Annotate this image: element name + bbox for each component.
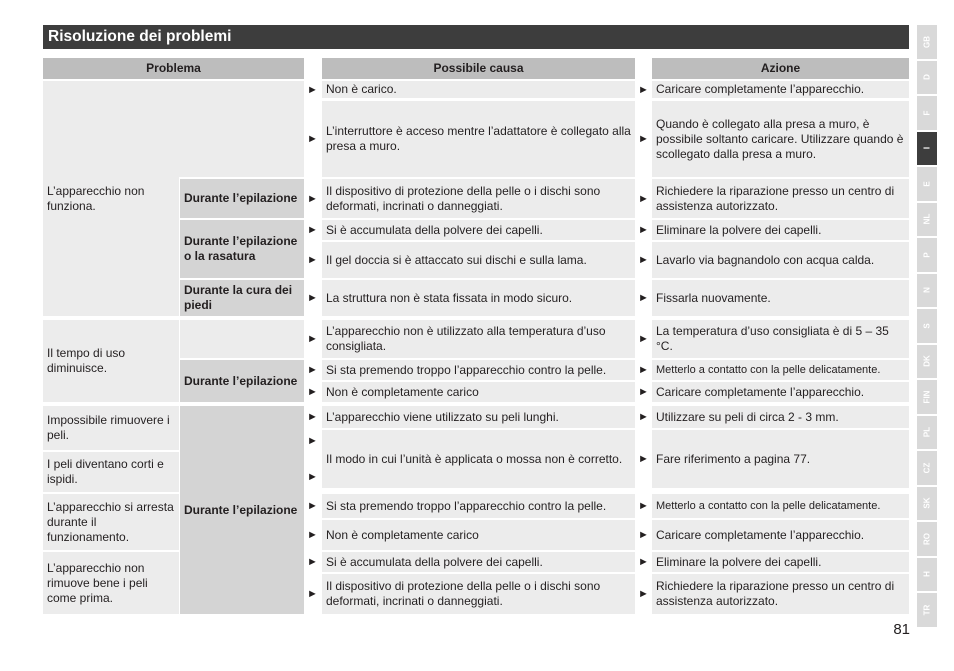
cause-cell [322, 81, 635, 98]
action-arrow-icon: ► [638, 364, 649, 376]
cause-cell [322, 220, 635, 240]
page-number: 81 [893, 621, 910, 638]
action-text: Metterlo a contatto con la pelle delicatamente. [656, 363, 881, 376]
cause-cell [322, 552, 635, 572]
cause-cell [322, 382, 635, 402]
cause-arrow-icon: ► [307, 192, 318, 205]
action-text: Lavarlo via bagnandolo con acqua calda. [656, 252, 875, 267]
cause-cell [322, 406, 635, 428]
action-text: Fare riferimento a pagina 77. [656, 451, 811, 466]
cause-arrow-icon: ► [307, 83, 318, 96]
cause-cell [322, 101, 635, 177]
action-arrow-icon: ► [638, 588, 649, 600]
cause-cell [322, 360, 635, 380]
action-cell [652, 406, 909, 428]
problem-not-removing: L’apparecchio non rimuove bene i peli come prima. [43, 552, 179, 614]
language-tab-label: TR [922, 604, 932, 616]
cause-text: L’interruttore è acceso mentre l’adattatore è collegato alla presa a muro. [326, 124, 631, 153]
cause-arrow-icon: ► [307, 556, 318, 568]
language-tab-label: DK [922, 355, 932, 368]
problem-cond-empty [180, 81, 304, 177]
action-text: Caricare completamente l’apparecchio. [656, 384, 865, 399]
language-tab-label: FIN [922, 390, 932, 404]
cause-arrow-icon: ► [307, 333, 318, 345]
cause-cell [322, 320, 635, 358]
cause-arrow-icon: ► [307, 588, 318, 600]
action-cell [652, 242, 909, 278]
language-tab-f[interactable] [917, 96, 937, 130]
header-problem: Problema [43, 58, 304, 79]
cause-cell [322, 430, 635, 488]
language-tab-label: F [922, 110, 932, 116]
action-arrow-icon: ► [638, 292, 649, 304]
cause-cell [322, 242, 635, 278]
action-cell [652, 81, 909, 98]
language-tab-label: P [922, 252, 932, 258]
cause-text: Non è carico. [326, 82, 397, 96]
action-text: Eliminare la polvere dei capelli. [656, 222, 822, 237]
action-cell [652, 179, 909, 218]
problem-usage-time [43, 320, 179, 402]
language-tab-label: GB [922, 35, 932, 48]
language-tab-n[interactable] [917, 274, 937, 308]
cause-arrow-icon: ► [307, 411, 318, 423]
action-cell [652, 520, 909, 550]
action-text: Richiedere la riparazione presso un centro di assistenza autorizzato. [656, 183, 895, 213]
language-tab-label: D [922, 74, 932, 81]
action-text: Fissarla nuovamente. [656, 290, 771, 305]
language-tab-gb[interactable] [917, 25, 937, 59]
cause-cell [322, 280, 635, 316]
language-tab-label: N [922, 287, 932, 294]
language-tab-e[interactable] [917, 167, 937, 201]
action-cell [652, 494, 909, 518]
cause-cell [322, 179, 635, 218]
cause-cell [322, 574, 635, 614]
action-cell [652, 280, 909, 316]
condition-epilation: Durante l’epilazione [180, 179, 304, 218]
problem-usage-time-text: Il tempo di uso diminuisce. [47, 346, 126, 375]
language-tab-label: RO [922, 532, 932, 545]
language-tab-label: I [922, 147, 932, 150]
action-arrow-icon: ► [638, 83, 649, 96]
action-arrow-icon: ► [638, 224, 649, 236]
problem-not-working-cell [43, 81, 179, 316]
cause-arrow-icon: ► [307, 254, 318, 266]
condition-epilation-2: Durante l’epilazione [180, 360, 304, 402]
action-arrow-icon: ► [638, 529, 649, 541]
cause-arrow-icon: ► [307, 500, 318, 512]
cause-arrow-icon: ► [307, 386, 318, 398]
action-arrow-icon: ► [638, 453, 649, 465]
cause-text: Si sta premendo troppo l’apparecchio contro la pelle. [326, 362, 607, 377]
language-tab-nl[interactable] [917, 203, 937, 237]
action-arrow-icon: ► [638, 333, 649, 345]
header-cause: Possibile causa [322, 58, 635, 79]
cause-arrow-icon: ► [307, 435, 318, 447]
cause-text: Si è accumulata della polvere dei capelli. [326, 554, 543, 569]
cause-arrow-icon: ► [307, 471, 318, 483]
header-action: Azione [652, 58, 909, 79]
cause-arrow-icon: ► [307, 224, 318, 236]
action-arrow-icon: ► [638, 192, 649, 205]
condition-epilation-3: Durante l’epilazione [180, 406, 304, 614]
action-cell [652, 574, 909, 614]
cause-arrow-icon: ► [307, 292, 318, 304]
action-text: Richiedere la riparazione presso un centro di assistenza autorizzato. [656, 579, 895, 608]
language-tab-pl[interactable] [917, 416, 937, 450]
language-tab-h[interactable] [917, 558, 937, 592]
action-cell [652, 382, 909, 402]
language-tab-label: SK [922, 497, 932, 509]
cause-arrow-icon: ► [307, 529, 318, 541]
cause-text: L’apparecchio non è utilizzato alla temperatura d’uso consigliata. [326, 324, 606, 353]
language-tab-label: NL [922, 213, 932, 225]
problem-not-working-text: L’apparecchio non funziona. [47, 183, 145, 213]
language-tab-label: H [922, 571, 932, 578]
cause-text: Il dispositivo di protezione della pelle o i dischi sono deformati, incrinati o danneggiati. [326, 183, 601, 213]
cause-cell [322, 494, 635, 518]
action-text: Caricare completamente l’apparecchio. [656, 527, 865, 542]
cause-arrow-icon: ► [307, 364, 318, 376]
cause-text: Il gel doccia si è attaccato sui dischi e sulla lama. [326, 252, 587, 267]
action-arrow-icon: ► [638, 556, 649, 568]
cause-text: Si è accumulata della polvere dei capelli. [326, 222, 543, 237]
action-cell [652, 552, 909, 572]
language-tab-cz[interactable] [917, 451, 937, 485]
action-text: Eliminare la polvere dei capelli. [656, 554, 822, 569]
action-arrow-icon: ► [638, 386, 649, 398]
action-cell [652, 430, 909, 488]
action-arrow-icon: ► [638, 500, 649, 512]
language-tab-label: PL [922, 427, 932, 438]
language-tab-tr[interactable] [917, 593, 937, 627]
cause-text: L’apparecchio viene utilizzato su peli lunghi. [326, 409, 559, 424]
language-tab-sk[interactable] [917, 487, 937, 521]
action-cell [652, 101, 909, 177]
problem-stops: L’apparecchio si arresta durante il funzionamento. [43, 494, 179, 550]
action-text: Utilizzare su peli di circa 2 - 3 mm. [656, 409, 839, 424]
condition-epilation-shaving: Durante l’epilazione o la rasatura [180, 220, 304, 278]
cause-text: Non è completamente carico [326, 527, 479, 542]
action-cell [652, 360, 909, 380]
action-cell [652, 320, 909, 358]
language-tab-label: E [922, 181, 932, 187]
condition-foot-care: Durante la cura dei piedi [180, 280, 304, 316]
action-arrow-icon: ► [638, 411, 649, 423]
language-tab-fin[interactable] [917, 380, 937, 414]
cause-cell [322, 520, 635, 550]
language-tab-d[interactable] [917, 61, 937, 95]
section-title: Risoluzione dei problemi [43, 25, 909, 49]
action-text: La temperatura d’uso consigliata è di 5 – 35 °C. [656, 324, 889, 353]
language-tab-s[interactable] [917, 309, 937, 343]
cause-text: Non è completamente carico [326, 384, 479, 399]
action-text: Metterlo a contatto con la pelle delicatamente. [656, 499, 881, 512]
problem-usage-empty [180, 320, 304, 358]
language-tab-p[interactable] [917, 238, 937, 272]
language-tab-ro[interactable] [917, 522, 937, 556]
action-text: Quando è collegato alla presa a muro, è possibile soltanto caricare. Utilizzare quando è scollegato dalla presa a muro. [656, 116, 904, 161]
language-tab-dk[interactable] [917, 345, 937, 379]
problem-short-hair: I peli diventano corti e ispidi. [43, 452, 179, 492]
language-tab-label: S [922, 323, 932, 329]
cause-text: La struttura non è stata fissata in modo sicuro. [326, 290, 573, 305]
cause-text: Si sta premendo troppo l’apparecchio contro la pelle. [326, 498, 607, 513]
action-arrow-icon: ► [638, 254, 649, 266]
language-tab-label: CZ [922, 462, 932, 474]
action-arrow-icon: ► [638, 133, 649, 145]
action-text: Caricare completamente l’apparecchio. [656, 82, 865, 96]
language-tab-i[interactable] [917, 132, 937, 166]
action-cell [652, 220, 909, 240]
cause-arrow-icon: ► [307, 133, 318, 145]
cause-text: Il modo in cui l’unità è applicata o mossa non è corretto. [326, 451, 623, 466]
cause-text: Il dispositivo di protezione della pelle o i dischi sono deformati, incrinati o danneggiati. [326, 579, 601, 608]
problem-cannot-remove: Impossibile rimuovere i peli. [43, 406, 179, 450]
